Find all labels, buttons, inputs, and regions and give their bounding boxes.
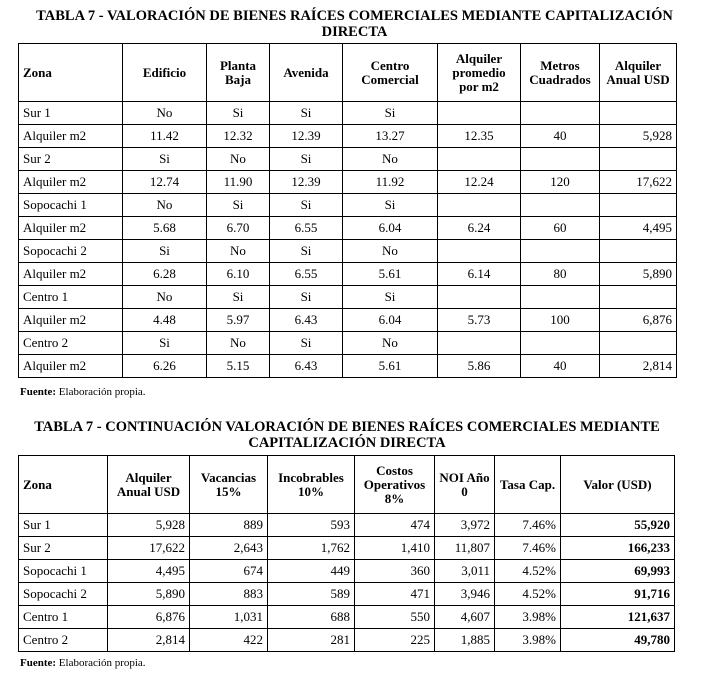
table-cell: 225 xyxy=(355,629,435,652)
table-cell: No xyxy=(343,332,438,355)
table-cell: 13.27 xyxy=(343,125,438,148)
table-cell xyxy=(438,194,521,217)
table-cell xyxy=(438,332,521,355)
table-cell: 120 xyxy=(521,171,600,194)
table-cell: 4,607 xyxy=(435,606,495,629)
table-cell: 6.14 xyxy=(438,263,521,286)
table1-header-metros-cuadrados: Metros Cuadrados xyxy=(521,44,600,102)
table-cell: Si xyxy=(270,240,343,263)
table-cell: 4.52% xyxy=(495,560,561,583)
table-cell: 6.43 xyxy=(270,309,343,332)
table1-source-text: Elaboración propia. xyxy=(56,386,146,398)
table-row xyxy=(19,217,677,240)
table-cell: 5.97 xyxy=(207,309,270,332)
table-cell xyxy=(600,286,677,309)
table-cell: 5.61 xyxy=(343,263,438,286)
table-cell xyxy=(600,240,677,263)
table-row xyxy=(19,583,675,606)
row-label-cell: Alquiler m2 xyxy=(19,125,123,148)
table-cell: 6,876 xyxy=(600,309,677,332)
table-cell: Si xyxy=(123,148,207,171)
table-row xyxy=(19,240,677,263)
table-cell xyxy=(600,332,677,355)
table-cell: Si xyxy=(123,332,207,355)
table-cell xyxy=(521,286,600,309)
table2-header-noi: NOI Año 0 xyxy=(435,456,495,514)
table1-header-alquiler-promedio: Alquiler promedio por m2 xyxy=(438,44,521,102)
table-cell: 69,993 xyxy=(561,560,675,583)
table-cell: 12.74 xyxy=(123,171,207,194)
table-cell: 4.52% xyxy=(495,583,561,606)
table1-source xyxy=(20,386,146,398)
table-cell: 12.24 xyxy=(438,171,521,194)
table-cell: 6.70 xyxy=(207,217,270,240)
table-row xyxy=(19,125,677,148)
table1-header-avenida: Avenida xyxy=(270,44,343,102)
table-cell: 3,011 xyxy=(435,560,495,583)
row-label-cell: Centro 1 xyxy=(19,286,123,309)
row-label-cell: Centro 2 xyxy=(19,629,108,652)
table-cell: 12.32 xyxy=(207,125,270,148)
table-cell xyxy=(600,194,677,217)
table-cell: 40 xyxy=(521,125,600,148)
row-label-cell: Sur 1 xyxy=(19,514,108,537)
table-cell: Si xyxy=(343,286,438,309)
table-cell xyxy=(521,332,600,355)
table1-header-edificio: Edificio xyxy=(123,44,207,102)
table1-header-planta-baja: Planta Baja xyxy=(207,44,270,102)
table-cell: Si xyxy=(270,102,343,125)
table-cell: 6.04 xyxy=(343,309,438,332)
row-label-cell: Sopocachi 1 xyxy=(19,194,123,217)
table1-title-line2: DIRECTA xyxy=(321,24,388,40)
table-cell: 4.48 xyxy=(123,309,207,332)
row-label-cell: Sopocachi 1 xyxy=(19,560,108,583)
table-cell: No xyxy=(123,194,207,217)
table-cell: 1,762 xyxy=(268,537,355,560)
table2-source-text: Elaboración propia. xyxy=(56,657,146,669)
table-cell xyxy=(600,102,677,125)
table-cell: 12.39 xyxy=(270,171,343,194)
table-cell: 6.55 xyxy=(270,263,343,286)
table-cell: 6.24 xyxy=(438,217,521,240)
table-cell: 3.98% xyxy=(495,629,561,652)
table-row xyxy=(19,355,677,378)
table-cell: 6.10 xyxy=(207,263,270,286)
table-cell: Si xyxy=(207,194,270,217)
table-cell: 7.46% xyxy=(495,514,561,537)
table2-header-valor: Valor (USD) xyxy=(561,456,675,514)
table-cell: No xyxy=(207,332,270,355)
table-cell: 5,928 xyxy=(108,514,190,537)
table-cell: 100 xyxy=(521,309,600,332)
table-cell xyxy=(438,240,521,263)
table-cell: 4,495 xyxy=(108,560,190,583)
table-cell xyxy=(600,148,677,171)
row-label-cell: Sur 1 xyxy=(19,102,123,125)
table-cell: Si xyxy=(270,286,343,309)
table-cell: 471 xyxy=(355,583,435,606)
table-cell: 5,890 xyxy=(108,583,190,606)
table-row xyxy=(19,606,675,629)
table-cell: 5.61 xyxy=(343,355,438,378)
table-cell: 883 xyxy=(190,583,268,606)
table1-header-zona: Zona xyxy=(19,44,123,102)
table1-title xyxy=(0,8,709,40)
table-cell xyxy=(438,102,521,125)
table2-source xyxy=(20,657,146,669)
table-cell xyxy=(521,102,600,125)
table-row xyxy=(19,148,677,171)
table-cell: 5.73 xyxy=(438,309,521,332)
table-cell: 5,928 xyxy=(600,125,677,148)
table2-header-tasa-cap: Tasa Cap. xyxy=(495,456,561,514)
table-cell: 4,495 xyxy=(600,217,677,240)
table2-header-alquiler-anual: Alquiler Anual USD xyxy=(108,456,190,514)
table-cell: Si xyxy=(270,332,343,355)
table-cell: 12.35 xyxy=(438,125,521,148)
table-cell: Si xyxy=(207,286,270,309)
table2-source-label: Fuente: xyxy=(20,657,57,669)
table-row xyxy=(19,629,675,652)
table-cell: 6.28 xyxy=(123,263,207,286)
row-label-cell: Alquiler m2 xyxy=(19,309,123,332)
table-cell: 7.46% xyxy=(495,537,561,560)
table-cell: 91,716 xyxy=(561,583,675,606)
row-label-cell: Sopocachi 2 xyxy=(19,240,123,263)
table-cell: 688 xyxy=(268,606,355,629)
table-row xyxy=(19,560,675,583)
table-cell: 5,890 xyxy=(600,263,677,286)
table-row xyxy=(19,102,677,125)
table-cell: 593 xyxy=(268,514,355,537)
table2-header-row xyxy=(19,456,675,514)
table-cell: 1,885 xyxy=(435,629,495,652)
valuation-table xyxy=(18,43,677,378)
table-cell: 6.26 xyxy=(123,355,207,378)
table-cell: Si xyxy=(207,102,270,125)
table-cell: Si xyxy=(270,194,343,217)
table-cell: 550 xyxy=(355,606,435,629)
table-cell: 5.68 xyxy=(123,217,207,240)
table-row xyxy=(19,514,675,537)
table-cell: 674 xyxy=(190,560,268,583)
table-cell: 6.55 xyxy=(270,217,343,240)
table1-title-line1: TABLA 7 - VALORACIÓN DE BIENES RAÍCES COMERCIALES MEDIANTE CAPITALIZACIÓN xyxy=(36,8,673,24)
table-cell: Si xyxy=(123,240,207,263)
table-cell: No xyxy=(123,286,207,309)
row-label-cell: Alquiler m2 xyxy=(19,171,123,194)
table1-source-label: Fuente: xyxy=(20,386,57,398)
table-cell: 80 xyxy=(521,263,600,286)
table-cell: 11.42 xyxy=(123,125,207,148)
table-cell: Si xyxy=(270,148,343,171)
table-row xyxy=(19,171,677,194)
table2-title xyxy=(0,419,694,451)
table-cell: 17,622 xyxy=(108,537,190,560)
row-label-cell: Alquiler m2 xyxy=(19,263,123,286)
table-cell: 3.98% xyxy=(495,606,561,629)
row-label-cell: Sopocachi 2 xyxy=(19,583,108,606)
table-cell: 60 xyxy=(521,217,600,240)
table-cell: 281 xyxy=(268,629,355,652)
row-label-cell: Sur 2 xyxy=(19,148,123,171)
table2-header-costos-operativos: Costos Operativos 8% xyxy=(355,456,435,514)
table-cell: 6.04 xyxy=(343,217,438,240)
table2-header-vacancias: Vacancias 15% xyxy=(190,456,268,514)
table-cell: 12.39 xyxy=(270,125,343,148)
table-row xyxy=(19,309,677,332)
table-cell: No xyxy=(343,240,438,263)
table-cell: Si xyxy=(343,102,438,125)
table2-header-zona: Zona xyxy=(19,456,108,514)
row-label-cell: Alquiler m2 xyxy=(19,355,123,378)
table-cell: 449 xyxy=(268,560,355,583)
table-cell: Si xyxy=(343,194,438,217)
table2-header-incobrables: Incobrables 10% xyxy=(268,456,355,514)
table-row xyxy=(19,332,677,355)
row-label-cell: Sur 2 xyxy=(19,537,108,560)
row-label-cell: Centro 2 xyxy=(19,332,123,355)
table-cell: 3,972 xyxy=(435,514,495,537)
table-cell: 11.90 xyxy=(207,171,270,194)
table-cell: No xyxy=(343,148,438,171)
table-cell: 2,814 xyxy=(108,629,190,652)
table-cell: 474 xyxy=(355,514,435,537)
row-label-cell: Centro 1 xyxy=(19,606,108,629)
table1-header-alquiler-anual: Alquiler Anual USD xyxy=(600,44,677,102)
table-cell xyxy=(521,194,600,217)
table-row xyxy=(19,537,675,560)
table-cell: No xyxy=(123,102,207,125)
table1-header-row xyxy=(19,44,677,102)
table-cell: 5.15 xyxy=(207,355,270,378)
table-cell: 360 xyxy=(355,560,435,583)
table-cell: 55,920 xyxy=(561,514,675,537)
table-cell: No xyxy=(207,148,270,171)
table-cell: 6.43 xyxy=(270,355,343,378)
table-cell: 589 xyxy=(268,583,355,606)
table2-title-line2: CAPITALIZACIÓN DIRECTA xyxy=(248,435,446,451)
table-cell: 166,233 xyxy=(561,537,675,560)
table-cell: 422 xyxy=(190,629,268,652)
table-cell xyxy=(521,148,600,171)
table-cell: 5.86 xyxy=(438,355,521,378)
table-cell: 49,780 xyxy=(561,629,675,652)
table-cell: 6,876 xyxy=(108,606,190,629)
table-cell: No xyxy=(207,240,270,263)
table-cell: 11,807 xyxy=(435,537,495,560)
table-cell: 2,643 xyxy=(190,537,268,560)
table-cell: 11.92 xyxy=(343,171,438,194)
table-row xyxy=(19,194,677,217)
table2-title-line1: TABLA 7 - CONTINUACIÓN VALORACIÓN DE BIENES RAÍCES COMERCIALES MEDIANTE xyxy=(34,419,660,435)
row-label-cell: Alquiler m2 xyxy=(19,217,123,240)
table-cell xyxy=(438,286,521,309)
table-cell: 121,637 xyxy=(561,606,675,629)
table-row xyxy=(19,263,677,286)
table-cell: 17,622 xyxy=(600,171,677,194)
table-cell xyxy=(438,148,521,171)
table-cell: 889 xyxy=(190,514,268,537)
table-cell: 1,031 xyxy=(190,606,268,629)
table-cell: 40 xyxy=(521,355,600,378)
table-row xyxy=(19,286,677,309)
table1-header-centro-comercial: Centro Comercial xyxy=(343,44,438,102)
continuation-table xyxy=(18,455,675,652)
table-cell: 2,814 xyxy=(600,355,677,378)
table-cell xyxy=(521,240,600,263)
table-cell: 3,946 xyxy=(435,583,495,606)
table-cell: 1,410 xyxy=(355,537,435,560)
